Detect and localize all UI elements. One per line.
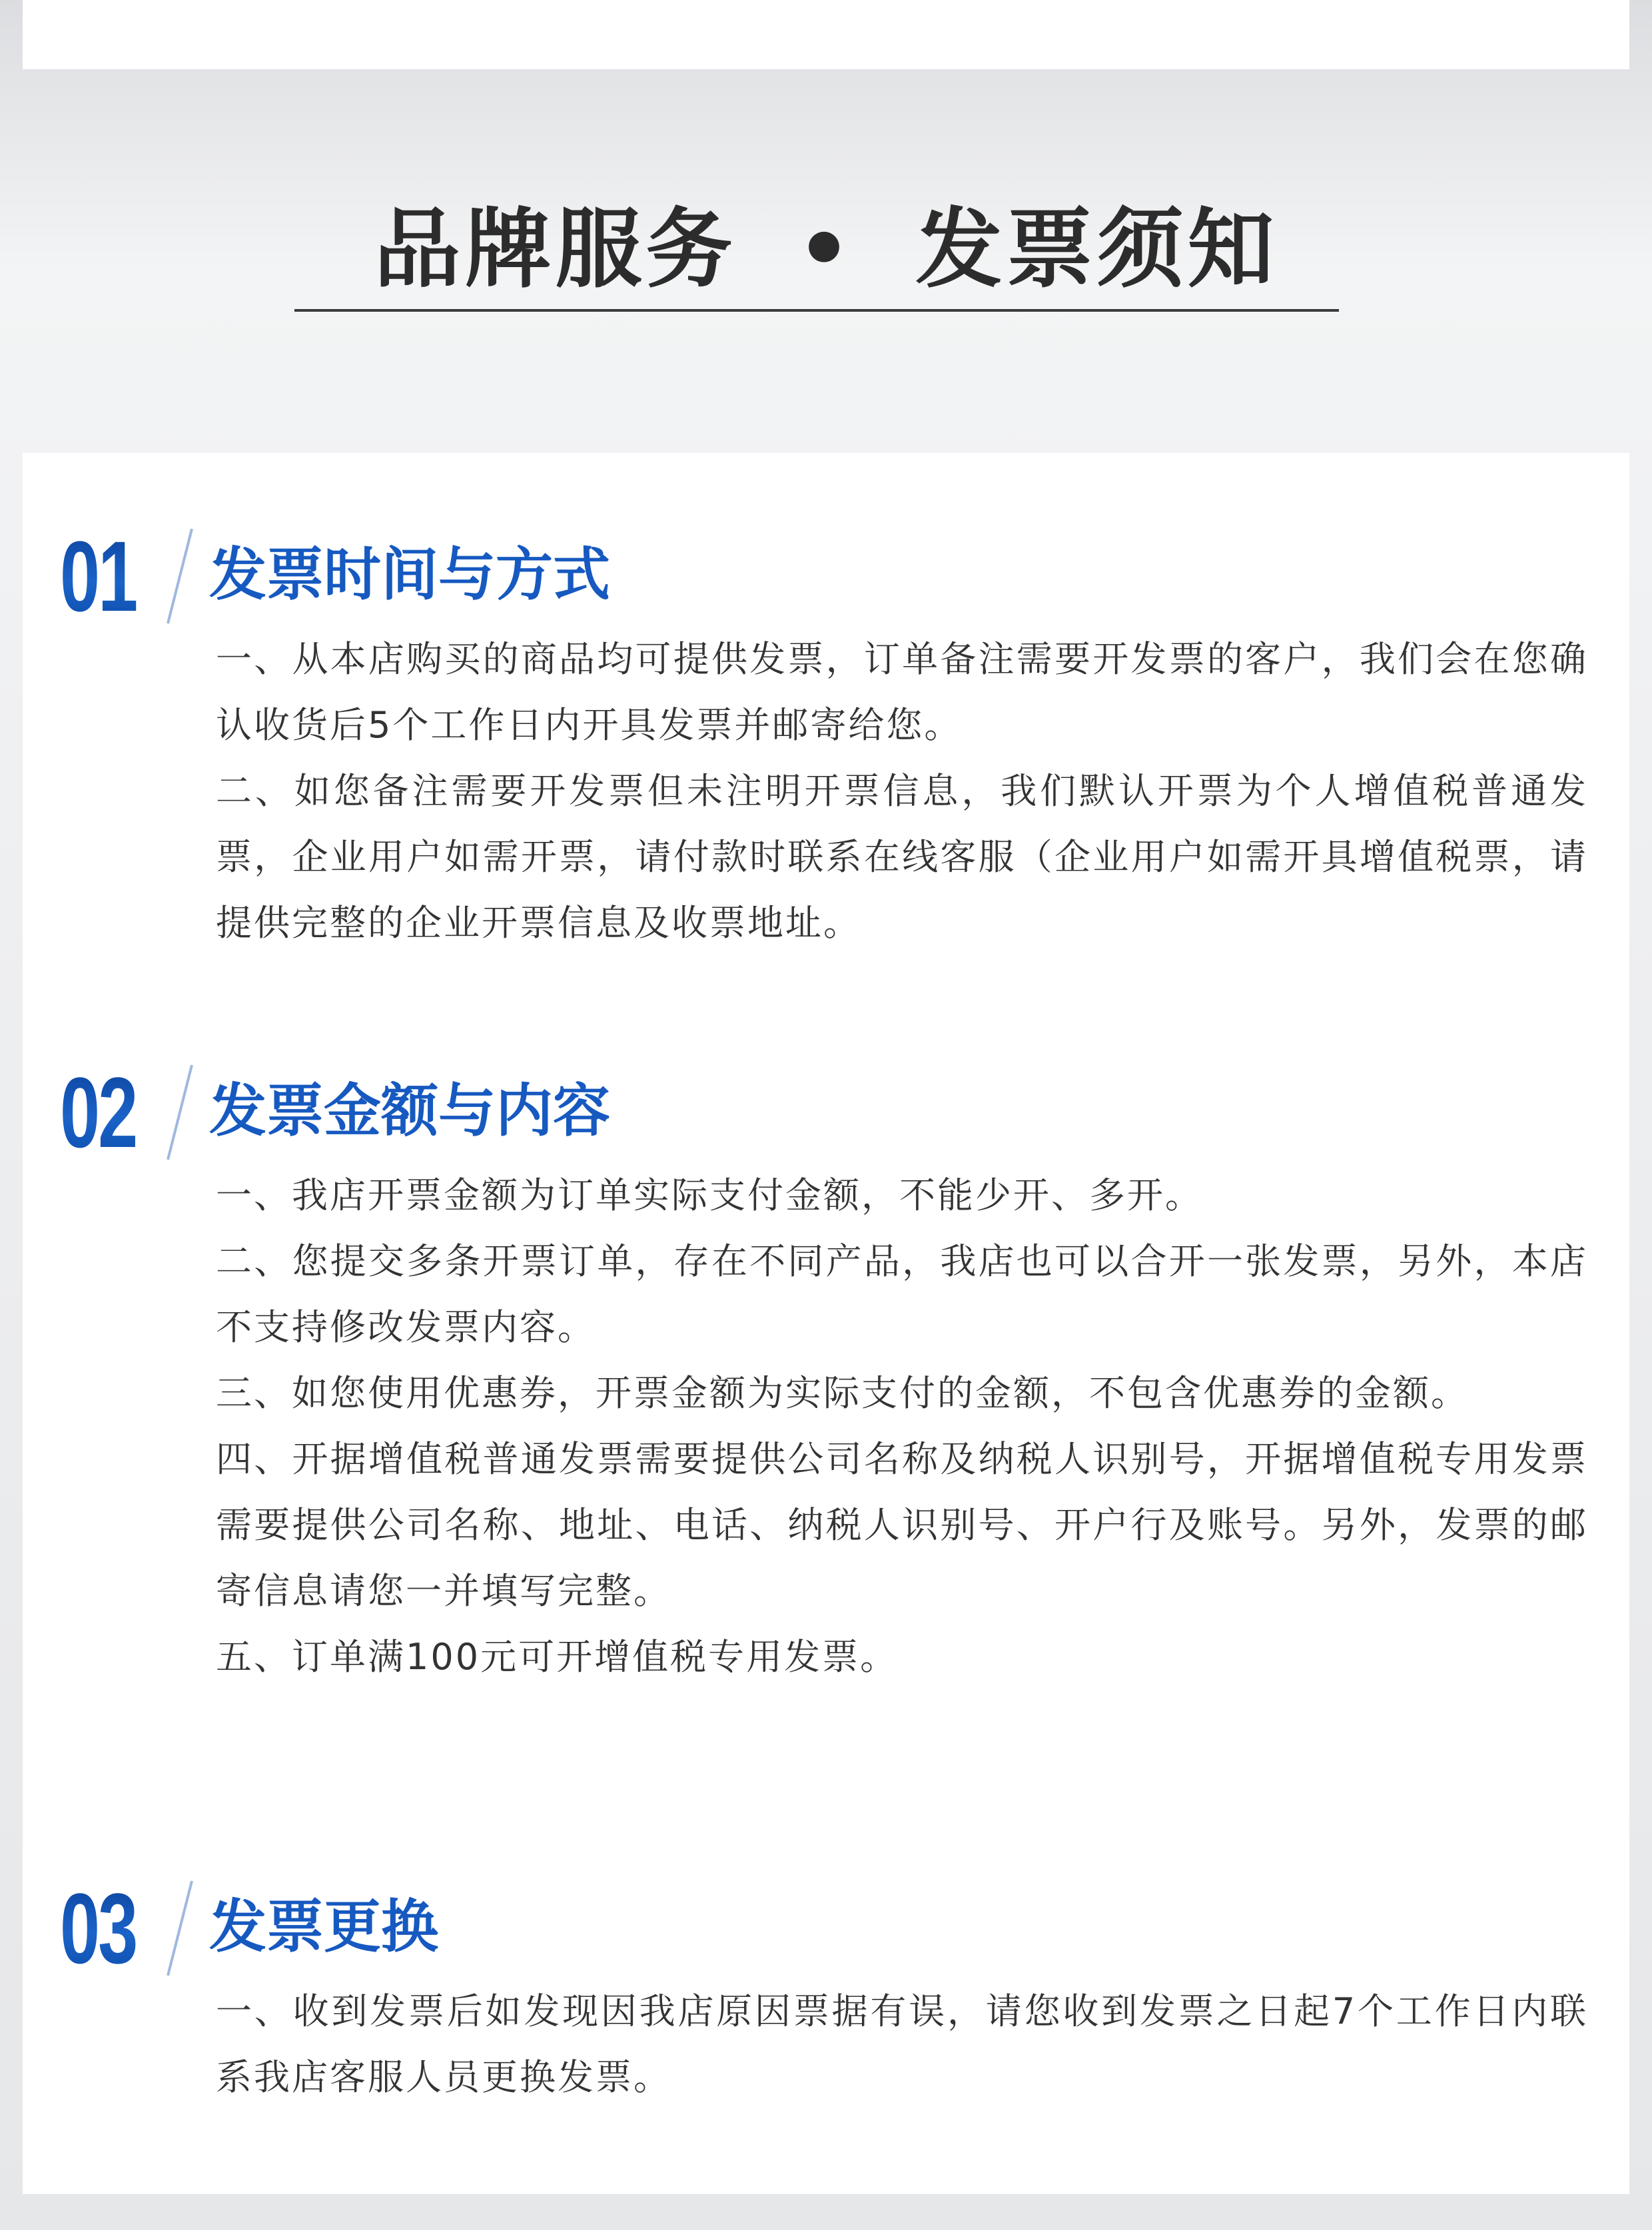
section-number-text: 01	[60, 520, 137, 632]
previous-card-edge	[23, 0, 1629, 69]
section-title: 发票金额与内容	[209, 1078, 610, 1144]
section-paragraph: 一、我店开票金额为订单实际支付金额，不能少开、多开。	[216, 1174, 1203, 1216]
slash-decoration-icon	[163, 1878, 196, 1978]
section-paragraph: 一、从本店购买的商品均可提供发票，订单备注需要开发票的客户，我们会在您确认收货后5个工作日内开具发票并邮寄给您。	[216, 638, 1588, 746]
notice-card	[23, 453, 1629, 2194]
section-title: 发票时间与方式	[209, 542, 610, 608]
page-title	[0, 199, 1652, 299]
slash-decoration-icon	[163, 1062, 196, 1162]
section-body	[216, 1162, 1588, 1690]
section-paragraph: 四、开据增值税普通发票需要提供公司名称及纳税人识别号，开据增值税专用发票需要提供公司名称、地址、电话、纳税人识别号、开户行及账号。另外，发票的邮寄信息请您一并填写完整。	[216, 1438, 1588, 1612]
title-invoice-notice: 发票须知	[915, 198, 1278, 300]
section-paragraph: 五、订单满100元可开增值税专用发票。	[216, 1636, 899, 1678]
section-number-text: 02	[60, 1056, 137, 1168]
title-underline	[294, 309, 1339, 312]
section-paragraph: 三、如您使用优惠券，开票金额为实际支付的金额，不包含优惠券的金额。	[216, 1372, 1469, 1414]
section-title: 发票更换	[209, 1894, 438, 1960]
title-brand-service: 品牌服务	[374, 198, 737, 300]
page-bottom-margin	[0, 2194, 1652, 2230]
section-paragraph: 二、您提交多条开票订单，存在不同产品，我店也可以合开一张发票，另外，本店不支持修改发票内容。	[216, 1240, 1588, 1348]
title-separator: •	[796, 198, 856, 300]
section-body	[216, 626, 1588, 956]
section-paragraph: 二、如您备注需要开发票但未注明开票信息，我们默认开票为个人增值税普通发票，企业用户如需开票，请付款时联系在线客服（企业用户如需开具增值税票，请提供完整的企业开票信息及收票地址。	[216, 770, 1588, 944]
section-number-text: 03	[60, 1872, 137, 1984]
page-header	[0, 69, 1652, 453]
section-paragraph: 一、收到发票后如发现因我店原因票据有误，请您收到发票之日起7个工作日内联系我店客服人员更换发票。	[216, 1990, 1588, 2098]
slash-decoration-icon	[163, 526, 196, 626]
section-body	[216, 1978, 1588, 2110]
